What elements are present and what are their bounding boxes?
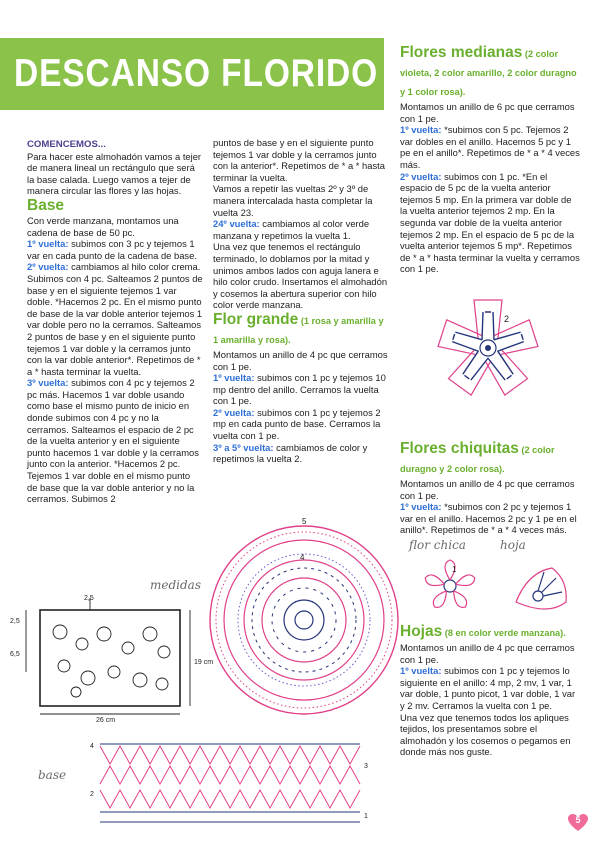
row-number: 2 bbox=[90, 791, 94, 798]
base-stitch-diagram bbox=[90, 734, 368, 830]
note-base: base bbox=[38, 768, 67, 782]
round-text: subimos con 4 pc y tejemos 2 pc más. Hacemos 1 var doble usando como base el mismo punto de inicio en donde subimos con 4 pc y no la cerramos. Salteamos el espacio de 2 pc de la vuelta anterior y en el siguiente punto hacemos 1 var doble y la cerramos junto con la anterior. *Hacemos 2 pc. Tejemos 1 var doble en el mismo punto de base que la var doble anterior y no la cerramos. Subimos 2 bbox=[27, 377, 199, 505]
base-heading: Base bbox=[27, 196, 65, 214]
column-2 bbox=[213, 137, 391, 465]
finish-text: Una vez que tenemos el rectángulo terminado, lo doblamos por la mitad y unimos ambos lados con aguja lanera e hilo color crudo. Insertamos el almohadón y cosemos la abertura superior con hilo color verde manzana. bbox=[213, 241, 388, 311]
round-label: 1º vuelta: bbox=[400, 124, 442, 136]
section-colors: (2 color violeta, 2 color amarillo, 2 color duragno y 1 color rosa). bbox=[400, 49, 577, 97]
fc-intro: Montamos un anillo de 4 pc que cerramos con 1 pe. bbox=[400, 478, 575, 501]
diagram-number: 1 bbox=[452, 565, 457, 574]
round-label: 1º vuelta: bbox=[400, 665, 442, 677]
column-1 bbox=[27, 139, 203, 505]
round-text: cambiamos al hilo color crema. Subimos con 4 pc. Salteamos 2 puntos de base y en el siguiente tejemos 1 var doble. *Hacemos 2 pc. En el mismo punto de base de la var doble anterior tejemos 1 var doble pero no la cerramos. Salteamos 2 puntos de base y en el siguiente punto tejemos 1 var doble y la cerramos junto con la var doble anterior*. Repetimos de * a * hasta terminar la vuelta. bbox=[27, 261, 203, 377]
row-number: 4 bbox=[90, 743, 94, 750]
lead-heading: COMENCEMOS... bbox=[27, 139, 106, 150]
section-colors: (2 color duragno y 2 color rosa). bbox=[400, 445, 555, 474]
fg-round-1 bbox=[213, 372, 391, 407]
section-title: Flor grande bbox=[213, 310, 299, 328]
measure-height: 19 cm bbox=[194, 659, 214, 666]
fm-intro: Montamos un anillo de 6 pc que cerramos con 1 pe. bbox=[400, 101, 575, 124]
intro-text: Para hacer este almohadón vamos a tejer de manera lineal un rectángulo que será la base calada. Luego vamos a tejer de manera circular las flores y las hojas. bbox=[27, 150, 202, 197]
round-label: 24º vuelta: bbox=[213, 218, 260, 230]
flores-chiquitas-heading bbox=[400, 440, 580, 478]
round-label: 1º vuelta: bbox=[27, 238, 69, 250]
page-number: 5 bbox=[575, 815, 581, 825]
leaf-diagram bbox=[508, 562, 578, 622]
row-number: 3 bbox=[364, 763, 368, 770]
round-label: 3º a 5º vuelta: bbox=[213, 441, 274, 453]
round-text: subimos con 1 pc y tejemos 2 mp en cada punto de base. Cerramos la vuelta con 1 pe. bbox=[213, 406, 381, 442]
section-title: Hojas bbox=[400, 623, 443, 640]
section-colors: (8 en color verde manzana). bbox=[442, 628, 566, 638]
base-round-24 bbox=[213, 218, 391, 241]
round-label: 3º vuelta: bbox=[27, 377, 69, 389]
base-continued: puntos de base y en el siguiente punto tejemos 1 var doble y la cerramos junto con la anterior*. Repetimos de * a * hasta terminar la vuelta. bbox=[213, 137, 385, 183]
fc-round-1 bbox=[400, 501, 580, 536]
medium-flower-diagram bbox=[418, 288, 558, 408]
measure-top: 2,5 bbox=[84, 595, 94, 602]
flores-medianas-heading bbox=[400, 44, 580, 101]
measures-diagram bbox=[4, 592, 214, 724]
round-text: subimos con 1 pc y tejemos 10 mp dentro del anillo. Cerramos la vuelta con 1 pe. bbox=[213, 372, 386, 407]
note-hoja: hoja bbox=[500, 538, 526, 552]
round-text: subimos con 1 pc y tejemos lo siguiente en el anillo: 4 mp, 2 mv, 1 var, 1 var doble, 1 punto picot, 1 var doble, 1 var y 2 mv. Cerramos la vuelta con 1 pe. bbox=[400, 665, 576, 711]
round-label: 1º vuelta: bbox=[400, 501, 442, 513]
section-title: Flores medianas bbox=[400, 44, 523, 61]
h-intro: Montamos un anillo de 4 pc que cerramos con 1 pe. bbox=[400, 642, 575, 665]
flor-grande-heading bbox=[213, 311, 391, 349]
section-title: Flores chiquitas bbox=[400, 440, 519, 457]
row-number: 1 bbox=[364, 813, 368, 820]
section-colors: (1 rosa y amarilla y 1 amarilla y rosa). bbox=[213, 315, 384, 345]
note-flor-chica: flor chica bbox=[409, 538, 466, 552]
column-3b bbox=[400, 440, 580, 536]
fm-round-2 bbox=[400, 171, 580, 275]
measure-width: 26 cm bbox=[96, 717, 116, 724]
page-title: DESCANSO FLORIDO bbox=[14, 52, 379, 95]
fm-round-1 bbox=[400, 124, 580, 170]
diagram-number: 4 bbox=[300, 553, 305, 562]
round-label: 2º vuelta: bbox=[213, 406, 255, 418]
round-text: cambiamos de color y repetimos la vuelta 2. bbox=[213, 441, 368, 465]
note-medidas: medidas bbox=[150, 578, 201, 592]
fg-round-3-5 bbox=[213, 442, 391, 465]
base-round-2 bbox=[27, 261, 203, 377]
round-label: 1º vuelta: bbox=[213, 372, 255, 384]
round-text: subimos con 1 pc. *En el espacio de 5 pc de la vuelta anterior tejemos 5 mp. En la primera var doble de la vuelta anterior tejemos 2 mp. En la segunda var doble de la vuelta anterior tejemos 2 mp. En el espacio de 5 pc de la vuelta anterior tejemos 5 mp*. Repetimos de * a * hasta terminar la vuelta y cerramos con 1 pe. bbox=[400, 170, 580, 275]
base-round-3 bbox=[27, 377, 203, 505]
title-banner bbox=[0, 38, 384, 110]
base-round-1 bbox=[27, 238, 203, 261]
round-text: cambiamos al color verde manzana y repetimos la vuelta 1. bbox=[213, 218, 370, 241]
big-flower-diagram bbox=[206, 517, 402, 718]
base-text: Con verde manzana, montamos una cadena de base de 50 pc. bbox=[27, 214, 179, 238]
round-text: subimos con 3 pc y tejemos 1 var en cada punto de la cadena de base. bbox=[27, 238, 197, 261]
measure-left-top: 2,5 bbox=[10, 618, 20, 625]
diagram-number: 5 bbox=[302, 517, 307, 526]
hojas-heading bbox=[400, 623, 580, 642]
small-flower-diagram bbox=[420, 556, 480, 616]
h-round-1 bbox=[400, 665, 580, 711]
diagram-number: 2 bbox=[504, 314, 510, 324]
h-finish: Una vez que tenemos todos los apliques tejidos, los presentamos sobre el almohadón y los cosemos o pegamos en donde más nos guste. bbox=[400, 711, 571, 758]
round-text: *subimos con 5 pc. Tejemos 2 var dobles en el anillo. Hacemos 5 pc y 1 pe en el anillo*. Repetimos de * a * 4 veces más. bbox=[400, 124, 580, 170]
round-label: 2º vuelta: bbox=[400, 170, 442, 182]
measure-left-mid: 6,5 bbox=[10, 651, 20, 658]
repeat-text: Vamos a repetir las vueltas 2º y 3º de manera intercalada hasta completar la vuelta 23. bbox=[213, 183, 373, 218]
round-text: *subimos con 2 pc y tejemos 1 var en el anillo. Hacemos 2 pc y 1 pe en el anillo*. Repetimos de * a * 4 veces más. bbox=[400, 501, 577, 536]
fg-intro: Montamos un anillo de 4 pc que cerramos con 1 pe. bbox=[213, 348, 388, 372]
column-3c bbox=[400, 623, 580, 758]
fg-round-2 bbox=[213, 407, 391, 442]
round-label: 2º vuelta: bbox=[27, 261, 69, 273]
column-3 bbox=[400, 44, 580, 275]
